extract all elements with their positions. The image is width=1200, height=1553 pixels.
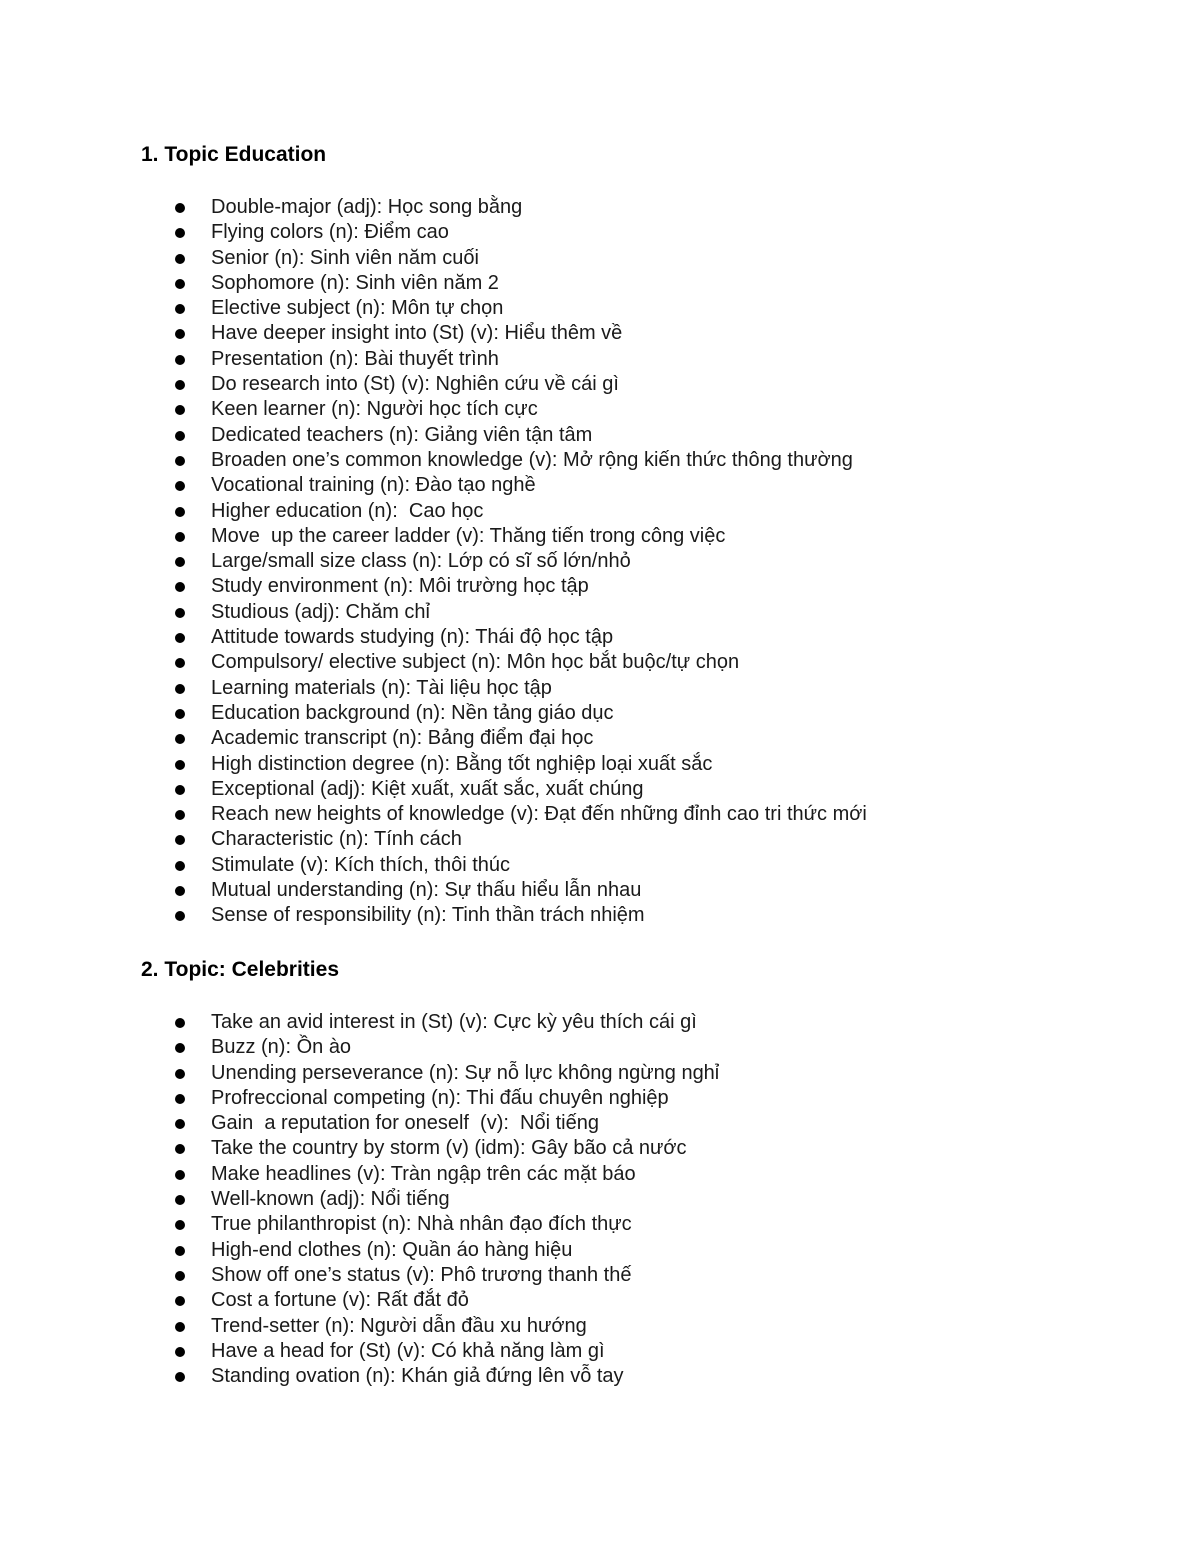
list-item <box>0 473 1200 498</box>
bullet-icon <box>175 582 185 592</box>
vocab-list-celebrities <box>0 1010 1200 1389</box>
list-item <box>0 296 1200 321</box>
list-item <box>0 448 1200 473</box>
list-item-text: Make headlines (v): Tràn ngập trên các mặt báo <box>211 1162 636 1185</box>
bullet-icon <box>175 1119 185 1129</box>
list-item <box>0 271 1200 296</box>
list-item-text: Presentation (n): Bài thuyết trình <box>211 347 499 370</box>
list-item <box>0 726 1200 751</box>
list-item <box>0 853 1200 878</box>
list-item-text: Move up the career ladder (v): Thăng tiến trong công việc <box>211 524 726 547</box>
list-item <box>0 220 1200 245</box>
list-item <box>0 802 1200 827</box>
bullet-icon <box>175 1322 185 1332</box>
list-item-text: Dedicated teachers (n): Giảng viên tận tâm <box>211 423 593 446</box>
bullet-icon <box>175 633 185 643</box>
list-item-text: Characteristic (n): Tính cách <box>211 828 462 851</box>
bullet-icon <box>175 1094 185 1104</box>
list-item <box>0 1187 1200 1212</box>
list-item <box>0 1061 1200 1086</box>
list-item <box>0 625 1200 650</box>
section-celebrities <box>0 955 1200 1389</box>
list-item-text: Academic transcript (n): Bảng điểm đại học <box>211 727 594 750</box>
list-item <box>0 777 1200 802</box>
list-item-text: Sense of responsibility (n): Tinh thần trách nhiệm <box>211 904 645 927</box>
bullet-icon <box>175 1195 185 1205</box>
list-item-text: Sophomore (n): Sinh viên năm 2 <box>211 271 499 294</box>
list-item <box>0 827 1200 852</box>
list-item <box>0 423 1200 448</box>
list-item <box>0 650 1200 675</box>
list-item <box>0 1238 1200 1263</box>
list-item-text: Take the country by storm (v) (idm): Gây bão cả nước <box>211 1137 687 1160</box>
bullet-icon <box>175 329 185 339</box>
bullet-icon <box>175 1144 185 1154</box>
list-item <box>0 1263 1200 1288</box>
list-item-text: Do research into (St) (v): Nghiên cứu về cái gì <box>211 373 619 396</box>
list-item-text: Broaden one’s common knowledge (v): Mở rộng kiến thức thông thường <box>211 448 853 471</box>
list-item <box>0 1162 1200 1187</box>
bullet-icon <box>175 734 185 744</box>
list-item <box>0 878 1200 903</box>
list-item <box>0 574 1200 599</box>
list-item-text: Learning materials (n): Tài liệu học tập <box>211 676 552 699</box>
list-item-text: Keen learner (n): Người học tích cực <box>211 398 538 421</box>
list-item <box>0 676 1200 701</box>
list-item-text: Flying colors (n): Điểm cao <box>211 221 449 244</box>
bullet-icon <box>175 431 185 441</box>
bullet-icon <box>175 1372 185 1382</box>
list-item-text: Vocational training (n): Đào tạo nghề <box>211 474 536 497</box>
list-item <box>0 499 1200 524</box>
list-item-text: Unending perseverance (n): Sự nỗ lực không ngừng nghỉ <box>211 1061 720 1084</box>
list-item-text: Well-known (adj): Nổi tiếng <box>211 1188 450 1211</box>
list-item-text: Studious (adj): Chăm chỉ <box>211 600 430 623</box>
bullet-icon <box>175 886 185 896</box>
list-item <box>0 1111 1200 1136</box>
bullet-icon <box>175 481 185 491</box>
list-item <box>0 246 1200 271</box>
list-item-text: Senior (n): Sinh viên năm cuối <box>211 246 479 269</box>
bullet-icon <box>175 1271 185 1281</box>
list-item-text: Buzz (n): Ồn ào <box>211 1036 352 1059</box>
list-item-text: Gain a reputation for oneself (v): Nổi tiếng <box>211 1112 599 1135</box>
list-item <box>0 1288 1200 1313</box>
list-item-text: Show off one’s status (v): Phô trương thanh thế <box>211 1263 632 1286</box>
list-item-text: High distinction degree (n): Bằng tốt nghiệp loại xuất sắc <box>211 752 713 775</box>
list-item-text: Reach new heights of knowledge (v): Đạt đến những đỉnh cao tri thức mới <box>211 803 867 826</box>
bullet-icon <box>175 1170 185 1180</box>
bullet-icon <box>175 1220 185 1230</box>
list-item <box>0 1212 1200 1237</box>
bullet-icon <box>175 405 185 415</box>
bullet-icon <box>175 304 185 314</box>
bullet-icon <box>175 1347 185 1357</box>
bullet-icon <box>175 203 185 213</box>
list-item <box>0 347 1200 372</box>
list-item <box>0 1314 1200 1339</box>
bullet-icon <box>175 760 185 770</box>
list-item <box>0 1035 1200 1060</box>
list-item <box>0 1010 1200 1035</box>
bullet-icon <box>175 658 185 668</box>
list-item-text: Profrессional competing (n): Thi đấu chuyên nghiệp <box>211 1086 669 1109</box>
list-item-text: Have a head for (St) (v): Có khả năng làm gì <box>211 1339 605 1362</box>
bullet-icon <box>175 380 185 390</box>
list-item <box>0 600 1200 625</box>
list-item-text: Study environment (n): Môi trường học tập <box>211 575 589 598</box>
bullet-icon <box>175 1246 185 1256</box>
list-item <box>0 1136 1200 1161</box>
list-item-text: True philanthropist (n): Nhà nhân đạo đích thực <box>211 1213 632 1236</box>
section-heading: 1. Topic Education <box>141 143 327 166</box>
bullet-icon <box>175 1018 185 1028</box>
list-item-text: Higher education (n): Cao học <box>211 499 484 522</box>
bullet-icon <box>175 557 185 567</box>
section-heading: 2. Topic: Celebrities <box>141 958 339 981</box>
list-item-text: Double-major (adj): Học song bằng <box>211 196 523 218</box>
bullet-icon <box>175 911 185 921</box>
list-item-text: Stimulate (v): Kích thích, thôi thúc <box>211 853 511 876</box>
list-item <box>0 752 1200 777</box>
bullet-icon <box>175 810 185 820</box>
list-item-text: Attitude towards studying (n): Thái độ học tập <box>211 626 614 649</box>
bullet-icon <box>175 1043 185 1053</box>
bullet-icon <box>175 1069 185 1079</box>
bullet-icon <box>175 861 185 871</box>
list-item-text: Compulsory/ elective subject (n): Môn học bắt buộc/tự chọn <box>211 651 740 674</box>
list-item <box>0 1364 1200 1389</box>
bullet-icon <box>175 684 185 694</box>
list-item-text: Trend-setter (n): Người dẫn đầu xu hướng <box>211 1314 587 1337</box>
bullet-icon <box>175 532 185 542</box>
vocab-list-education <box>0 195 1200 929</box>
list-item-text: Have deeper insight into (St) (v): Hiểu thêm về <box>211 322 623 345</box>
list-item <box>0 195 1200 220</box>
bullet-icon <box>175 355 185 365</box>
bullet-icon <box>175 228 185 238</box>
list-item-text: Large/small size class (n): Lớp có sĩ số lớn/nhỏ <box>211 550 631 573</box>
bullet-icon <box>175 608 185 618</box>
list-item-text: Take an avid interest in (St) (v): Cực kỳ yêu thích cái gì <box>211 1011 697 1033</box>
list-item-text: Exceptional (adj): Kiệt xuất, xuất sắc, xuất chúng <box>211 777 644 800</box>
list-item-text: High-end clothes (n): Quần áo hàng hiệu <box>211 1238 573 1261</box>
bullet-icon <box>175 1296 185 1306</box>
bullet-icon <box>175 279 185 289</box>
bullet-icon <box>175 507 185 517</box>
bullet-icon <box>175 835 185 845</box>
list-item <box>0 903 1200 928</box>
list-item <box>0 1339 1200 1364</box>
list-item <box>0 397 1200 422</box>
list-item-text: Mutual understanding (n): Sự thấu hiểu lẫn nhau <box>211 879 642 902</box>
list-item-text: Standing ovation (n): Khán giả đứng lên vỗ tay <box>211 1365 624 1388</box>
list-item-text: Cost a fortune (v): Rất đắt đỏ <box>211 1289 469 1312</box>
bullet-icon <box>175 709 185 719</box>
list-item-text: Education background (n): Nền tảng giáo dục <box>211 701 614 724</box>
bullet-icon <box>175 254 185 264</box>
bullet-icon <box>175 456 185 466</box>
list-item <box>0 524 1200 549</box>
section-education <box>0 140 1200 929</box>
bullet-icon <box>175 785 185 795</box>
list-item-text: Elective subject (n): Môn tự chọn <box>211 297 504 320</box>
list-item <box>0 701 1200 726</box>
list-item <box>0 321 1200 346</box>
list-item <box>0 372 1200 397</box>
list-item <box>0 1086 1200 1111</box>
list-item <box>0 549 1200 574</box>
